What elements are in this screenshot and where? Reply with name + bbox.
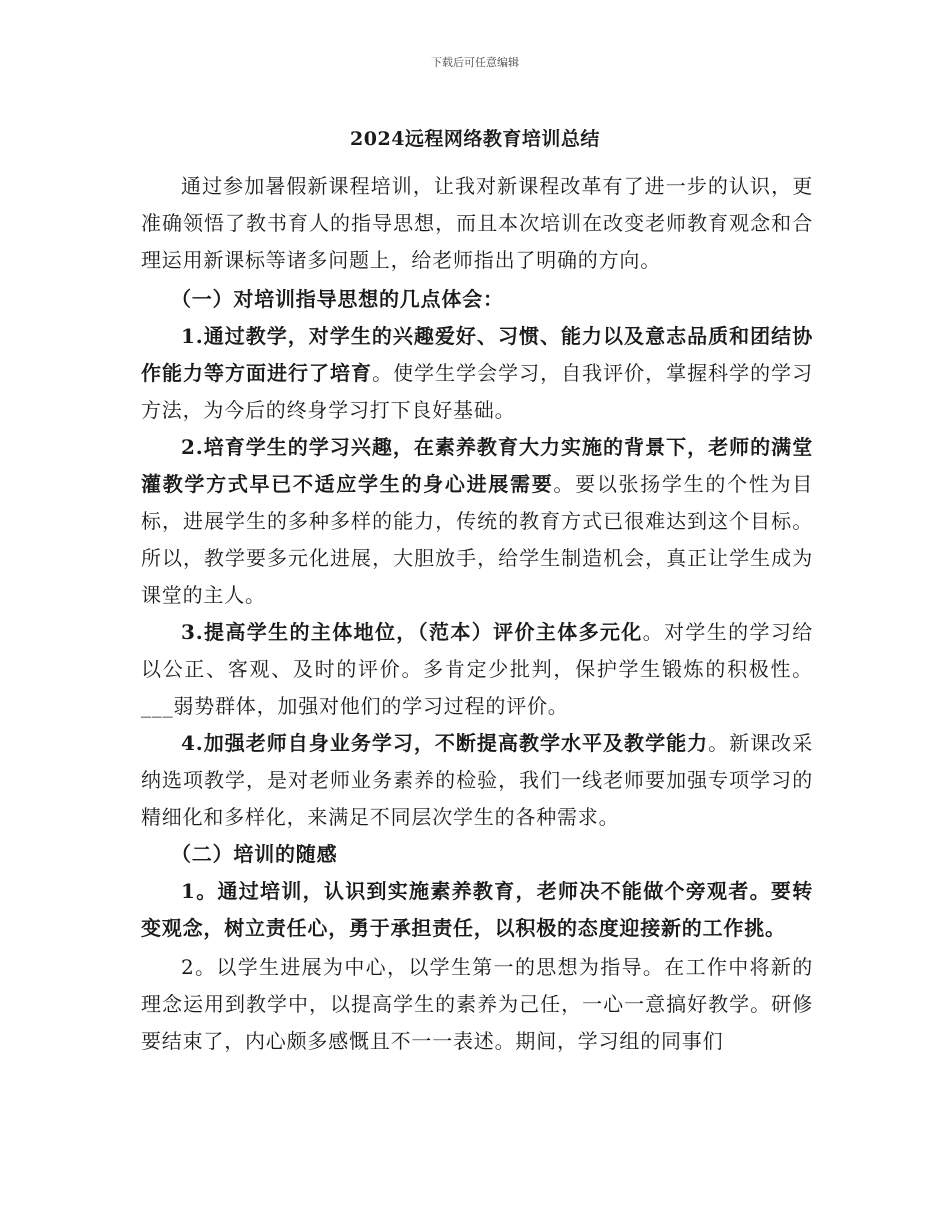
- item-bold: 3.提高学生的主体地位，（范本）评价主体多元化: [181, 620, 643, 644]
- document-title: 2024远程网络教育培训总结: [350, 128, 600, 150]
- section2-item-2: 2。以学生进展为中心，以学生第一的思想为指导。在工作中将新的理念运用到教学中，以提高学生的素养为己任，一心一意搞好教学。研修要结束了，内心颇多感慨且不一一表述。期间，学习组的同事们: [141, 955, 813, 1053]
- section1-item-4: [141, 725, 813, 836]
- section1-item-3: [141, 614, 813, 725]
- item-text: 。对学生的学习给以公正、客观、及时的评价。多肯定少批判，保护学生锻炼的积极性。___弱势群体，加强对他们的学习过程的评价。: [141, 620, 813, 718]
- section1-item-1: [141, 318, 813, 429]
- item-bold: 4.加强老师自身业务学习，不断提高教学水平及教学能力: [181, 731, 709, 755]
- item-text: 。要以张扬学生的个性为目标，进展学生的多种多样的能力，传统的教育方式已很难达到这个目标。所以，教学要多元化进展，大胆放手，给学生制造机会，真正让学生成为课堂的主人。: [141, 472, 813, 607]
- section2-heading: （二）培训的随感: [171, 842, 338, 866]
- section2-item-1: 1。通过培训，认识到实施素养教育，老师决不能做个旁观者。要转变观念，树立责任心，勇于承担责任，以积极的态度迎接新的工作挑。: [141, 879, 813, 940]
- section1-heading: （一）对培训指导思想的几点体会：: [171, 287, 504, 311]
- document-body: [141, 168, 813, 1060]
- item-text: 。使学生学会学习，自我评价，掌握科学的学习方法，为今后的终身学习打下良好基础。: [141, 361, 813, 422]
- section1-item-2: [141, 429, 813, 614]
- intro-paragraph: 通过参加暑假新课程培训，让我对新课程改革有了进一步的认识，更准确领悟了教书育人的指导思想，而且本次培训在改变老师教育观念和合理运用新课标等诸多问题上，给老师指出了明确的方向。: [141, 174, 813, 272]
- item-bold: 1.通过教学，对学生的兴趣爱好、习惯、能力以及意志品质和团结协作能力等方面进行了培育: [141, 324, 813, 385]
- page-header: 下载后可任意编辑: [431, 56, 519, 69]
- item-bold: 2.培育学生的学习兴趣，在素养教育大力实施的背景下，老师的满堂灌教学方式早已不适应学生的身心进展需要: [141, 435, 813, 496]
- item-text: 。新课改采纳选项教学，是对老师业务素养的检验，我们一线老师要加强专项学习的精细化和多样化，来满足不同层次学生的各种需求。: [141, 731, 813, 829]
